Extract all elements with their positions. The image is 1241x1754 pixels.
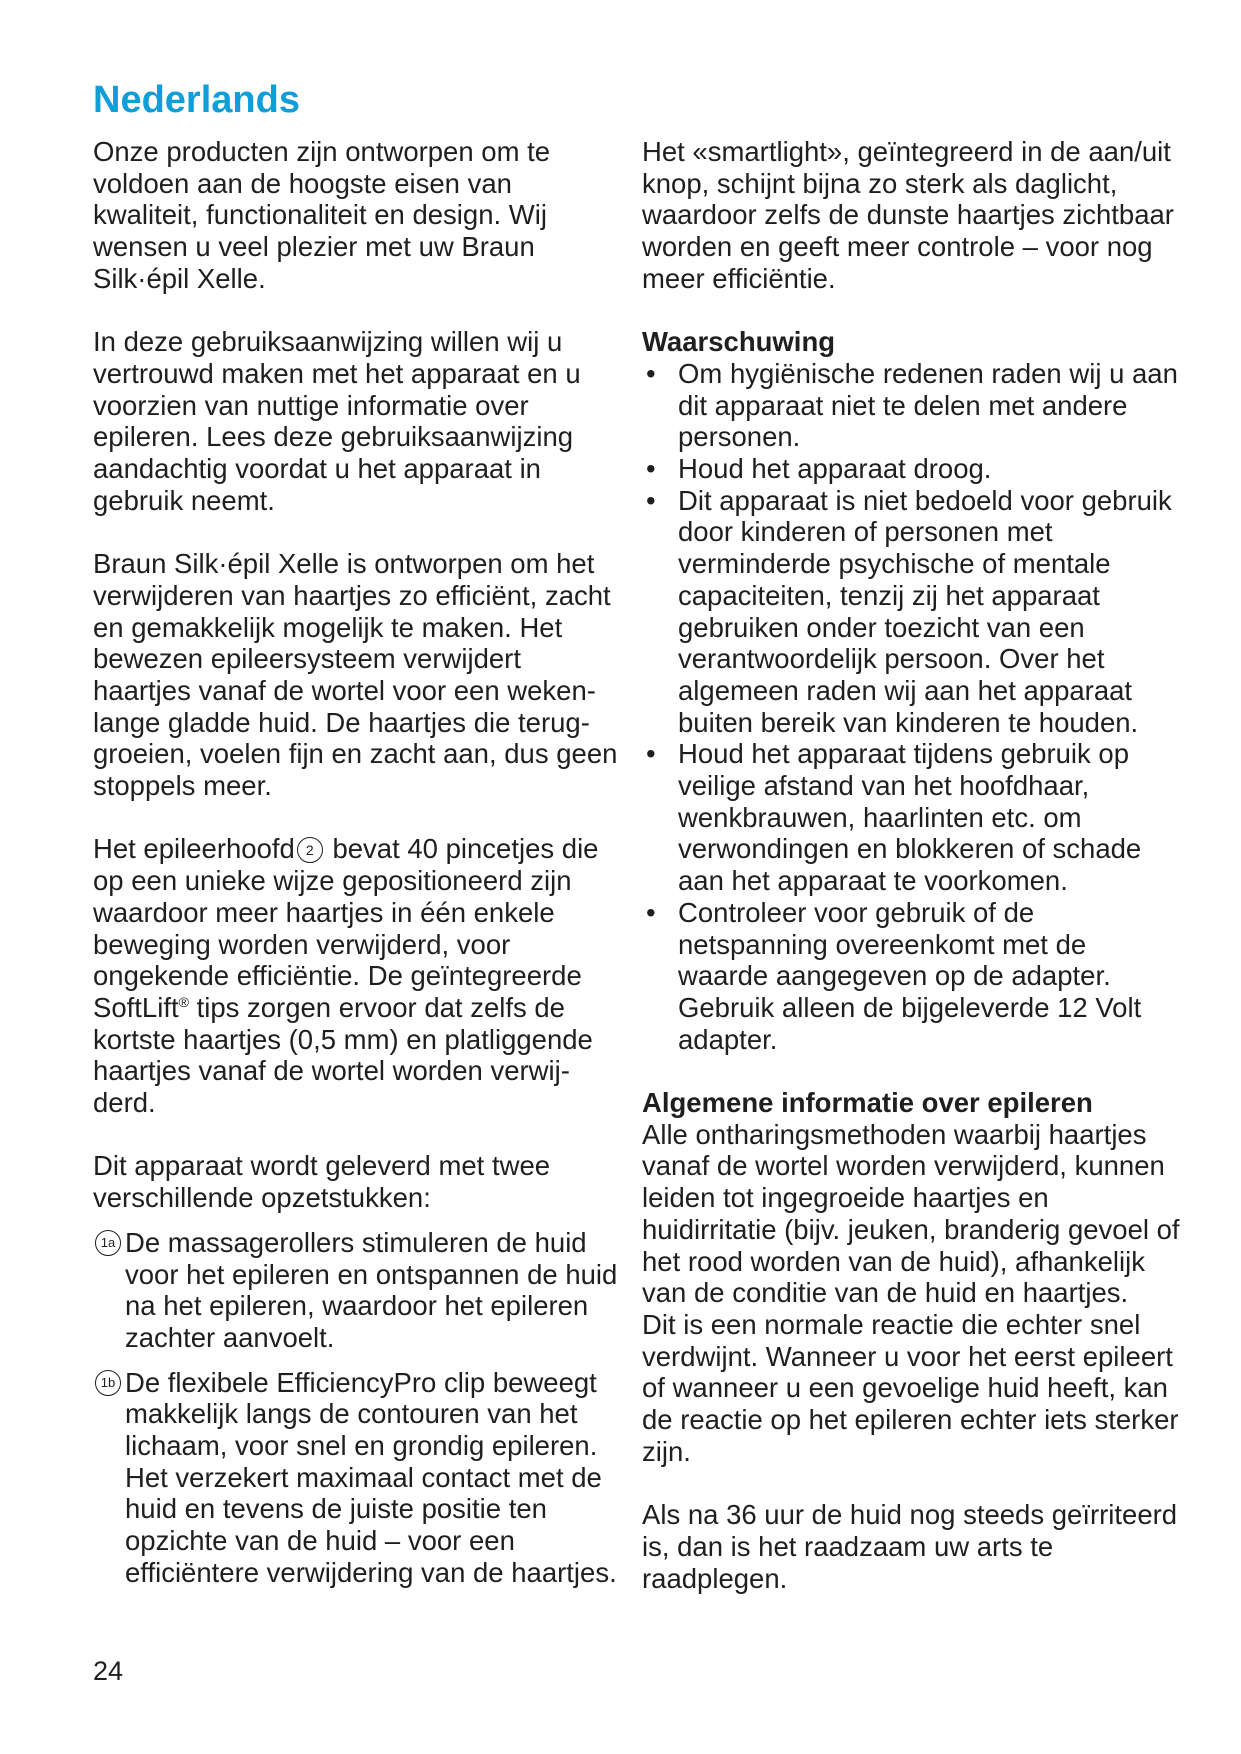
epilation-head-text: Het epileerhoofd [93,833,295,865]
warning-list [642,358,1182,1055]
figure-ref-1a-icon: 1a [95,1230,121,1256]
figure-ref-1b-icon: 1b [95,1370,121,1396]
info-heading: Algemene informatie over epileren [642,1087,1093,1119]
attachment-1a-text: De massagerollers stimuleren de huid voor het epileren en ontspannen de huid na het epileren, waardoor het epileren zachter aanvoelt. [125,1226,618,1353]
info-paragraph-1: Alle ontharingsmethoden waarbij haartjes vanaf de wortel worden verwijderd, kunnen leiden tot ingegroeide haartjes en huidirritatie (bijv. jeuken, branderig gevoel of het rood worden van de huid), afhankelijk van de conditie van de huid en haartjes. [642,1118,1180,1309]
epilation-head-paragraph [93,833,623,1118]
attachments-intro: Dit apparaat wordt geleverd met twee verschillende opzetstukken: [93,1150,551,1214]
right-column [642,136,1182,1594]
left-column [93,136,623,1589]
warning-item: • Om hygiënische redenen raden wij u aan dit apparaat niet te delen met andere personen. [642,358,1182,453]
info-paragraph-3: Als na 36 uur de huid nog steeds geïrriteerd is, dan is het raadzaam uw arts te raadplegen. [642,1499,1178,1594]
warning-item: • Houd het apparaat tijdens gebruik op veilige afstand van het hoofdhaar, wenkbrauwen, haarlinten etc. om verwondingen en blokkeren of schade aan het apparaat te voorkomen. [642,738,1182,897]
warning-item: • Dit apparaat is niet bedoeld voor gebruik door kinderen of personen met verminderde psychische of mentale capaciteiten, tenzij zij het apparaat gebruiken onder toezicht van een verantwoordelijk persoon. Over het algemeen raden wij aan het apparaat buiten bereik van kinderen te houden. [642,485,1182,739]
warning-item: • Houd het apparaat droog. [642,453,1182,485]
epilation-head-text-cont: bevat 40 pincetjes die op een unieke wijze gepositioneerd zijn waardoor meer haartjes in één enkele beweging worden verwijderd, voor ongekende efficiëntie. De geïntegreerde SoftLift [93,833,599,1023]
intro-paragraph: Onze producten zijn ontworpen om te voldoen aan de hoogste eisen van kwaliteit, functionaliteit en design. Wij wensen u veel plezier met uw Braun Silk·épil Xelle. [93,136,551,294]
info-paragraph-2: Dit is een normale reactie die echter snel verdwijnt. Wanneer u voor het eerst epileert of wanneer u een gevoelige huid heeft, kan de reactie op het epileren echter iets sterker zijn. [642,1308,1179,1467]
warning-item: • Controleer voor gebruik of de netspanning overeenkomt met de waarde aangegeven op de adapter. Gebruik alleen de bijgeleverde 12 Volt adapter. [642,897,1182,1056]
warning-heading: Waarschuwing [642,326,836,358]
figure-ref-2-icon: 2 [297,837,323,863]
registered-mark: ® [178,993,189,1010]
manual-purpose-paragraph: In deze gebruiksaanwijzing willen wij u vertrouwd maken met het apparaat en u voorzien van nuttige informatie over epileren. Lees deze gebruiksaanwijzing aandachtig voordat u het apparaat in gebruik neemt. [93,326,581,516]
epilation-head-text-end: tips zorgen ervoor dat zelfs de kortste haartjes (0,5 mm) en platliggende haartjes vanaf de wortel worden verwijderd. [93,991,593,1119]
page-title: Nederlands [93,79,300,121]
attachment-1b [93,1367,623,1589]
page-number: 24 [93,1656,124,1686]
product-description-paragraph: Braun Silk·épil Xelle is ontworpen om het verwijderen van haartjes zo efficiënt, zacht en gemakkelijk mogelijk te maken. Het bewezen epileersysteem verwijdert haartjes vanaf de wortel voor een wekenlange gladde huid. De haartjes die teruggroeien, voelen fijn en zacht aan, dus geen stoppels meer. [93,548,618,802]
attachment-1a [93,1227,623,1354]
smartlight-paragraph: Het «smartlight», geïntegreerd in de aan/uit knop, schijnt bijna zo sterk als daglicht, waardoor zelfs de dunste haartjes zichtbaar worden en geeft meer controle – voor nog meer efficiëntie. [642,136,1174,294]
attachment-1b-text: De flexibele EfficiencyPro clip beweegt makkelijk langs de contouren van het lichaam, voor snel en grondig epileren. Het verzekert maximaal contact met de huid en tevens de juiste positie ten opzichte van de huid – voor een efficiëntere verwijdering van de haartjes. [125,1366,617,1588]
